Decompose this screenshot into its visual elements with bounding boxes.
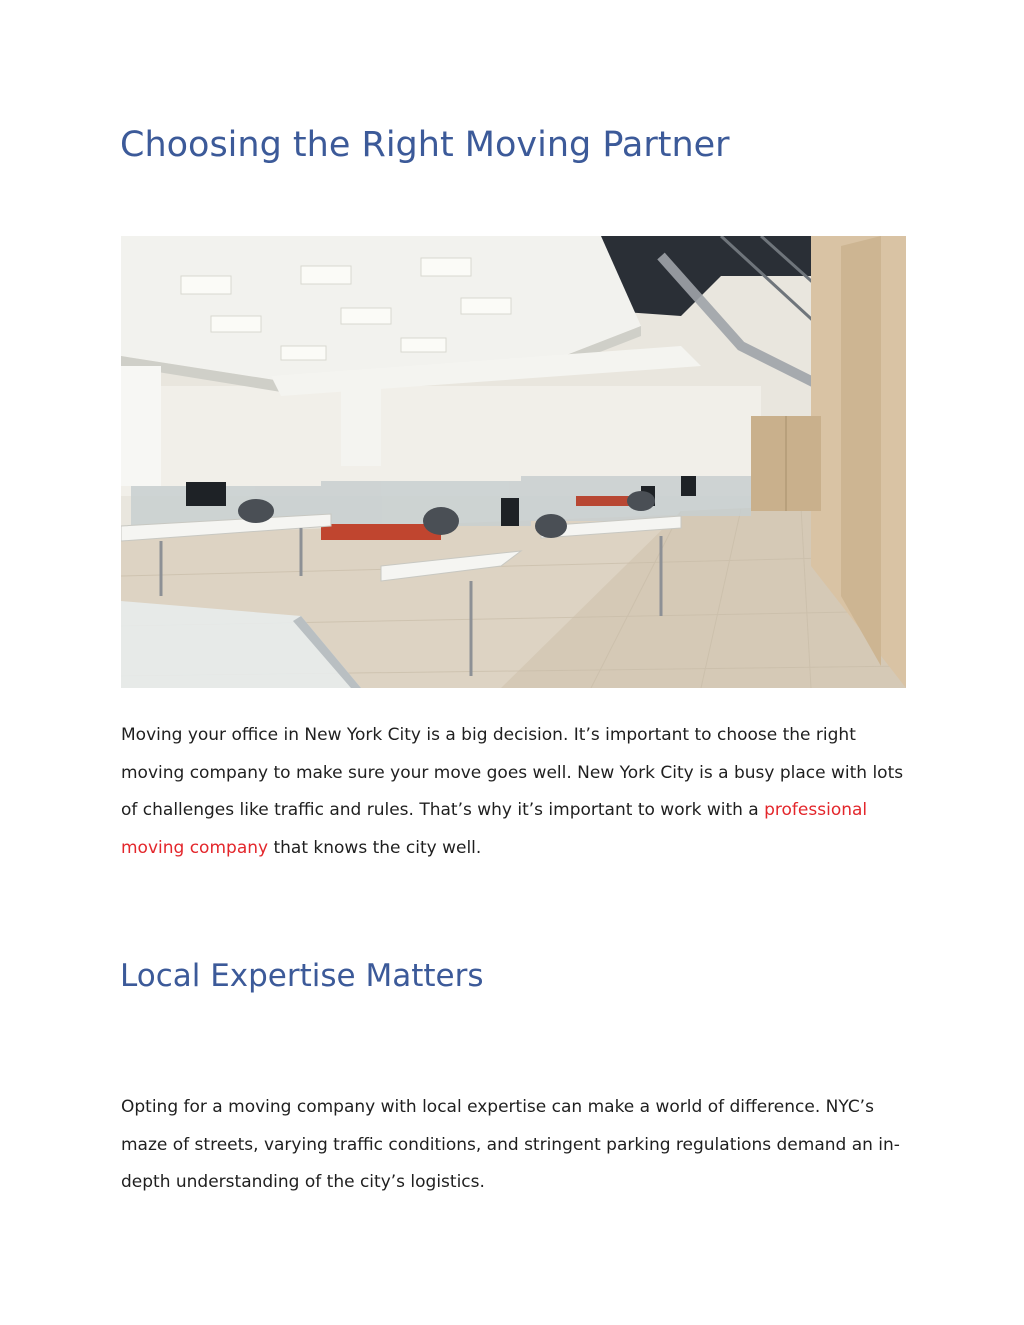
office-photo — [121, 236, 906, 688]
page-title: Choosing the Right Moving Partner — [120, 125, 730, 165]
intro-text-after-link: that knows the city well. — [268, 837, 482, 858]
professional-moving-company-link[interactable]: professional moving company — [121, 800, 868, 858]
intro-text-before-link: Moving your office in New York City is a big decision. It’s important to choose the right moving company to make sure your move goes well. New York City is a busy place with lots of challenges like traffic and rules. That’s why it’s important to work with a — [121, 725, 904, 820]
intro-paragraph — [121, 717, 911, 867]
section-heading: Local Expertise Matters — [120, 958, 484, 994]
section-paragraph: Opting for a moving company with local expertise can make a world of difference. NYC’s maze of streets, varying traffic conditions, and stringent parking regulations demand an in-depth understanding of the city’s logistics. — [121, 1097, 900, 1192]
